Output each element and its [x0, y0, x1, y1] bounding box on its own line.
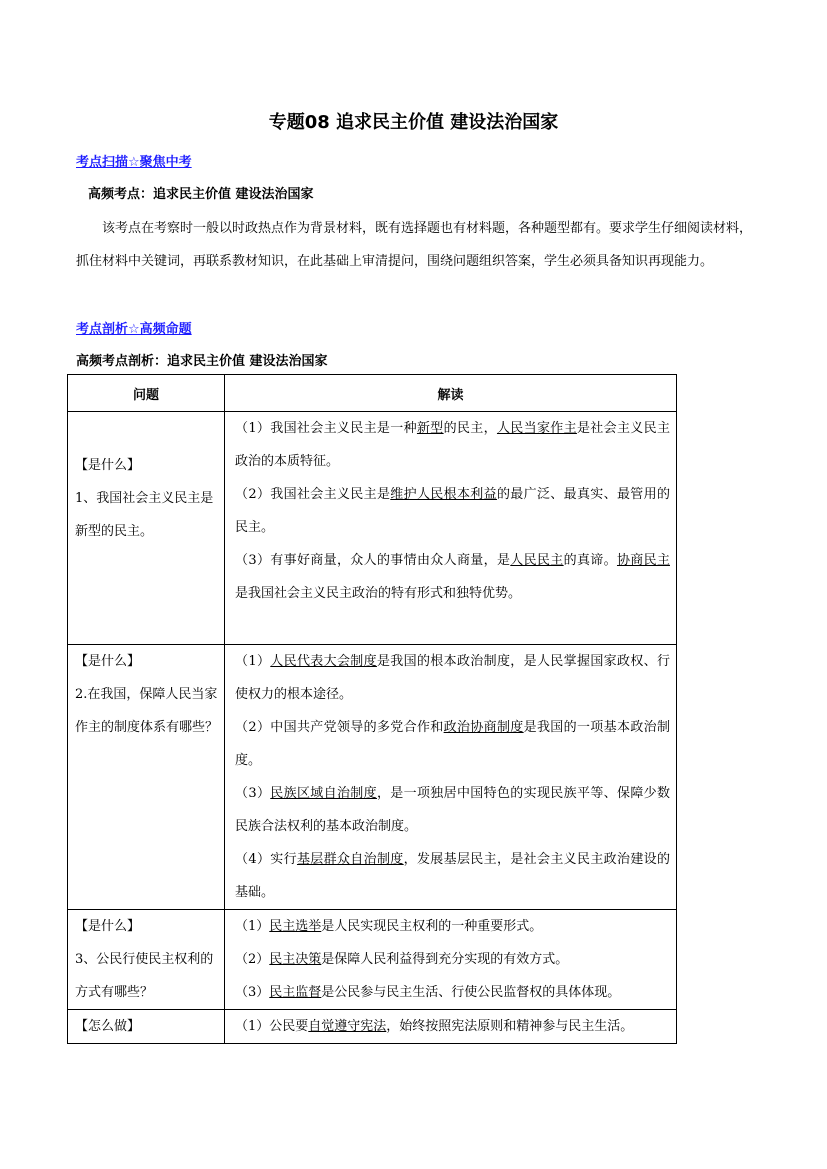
- question-tag: 【是什么】: [75, 919, 141, 934]
- answer-text: （3）有事好商量，众人的事情由众人商量，是: [235, 553, 511, 568]
- key-term: 基层群众自治制度: [296, 852, 404, 867]
- answer-text: （2）中国共产党领导的多党合作和: [235, 720, 444, 735]
- answer-item: [235, 1010, 670, 1043]
- answer-text: 是我国的根本政治制度，是人民掌握国家政权、行使权力的根本途径。: [235, 654, 670, 702]
- page-title: 专题08 追求民主价值 建设法治国家: [268, 112, 559, 133]
- answer-text: （4）实行: [235, 852, 297, 867]
- table-caption: 高频考点剖析：追求民主价值 建设法治国家: [76, 354, 328, 369]
- answer-text: 是保障人民利益得到充分实现的有效方式。: [321, 952, 569, 967]
- question-cell: [68, 645, 225, 910]
- answer-text: 是人民实现民主权利的一种重要形式。: [321, 919, 543, 934]
- key-term: 人民当家作主: [496, 421, 577, 436]
- answer-text: 的民主，: [443, 421, 497, 436]
- key-term: 人民民主: [510, 553, 564, 568]
- answer-text: 是社会主义民主政治的本质特征。: [235, 421, 670, 469]
- answer-text: 是公民参与民主生活、行使公民监督权的具体体现。: [321, 985, 621, 1000]
- key-term: 协商民主: [616, 553, 670, 568]
- answer-item: [235, 645, 670, 711]
- question-text: 3、公民行使民主权利的方式有哪些？: [75, 952, 214, 1000]
- answer-text: （3）: [235, 786, 271, 801]
- answer-text: （1）我国社会主义民主是一种: [235, 421, 417, 436]
- table-header-row: [68, 375, 677, 412]
- question-text: 2.在我国，保障人民当家作主的制度体系有哪些？: [75, 687, 219, 735]
- section-link-exam-analysis[interactable]: 考点剖析☆高频命题: [76, 322, 192, 337]
- key-term: 民族区域自治制度: [270, 786, 377, 801]
- answer-text: 是我国的一项基本政治制度。: [235, 720, 670, 768]
- intro-paragraph: 该考点在考察时一般以时政热点作为背景材料，既有选择题也有材料题，各种题型都有。要求学生仔细阅读材料，抓住材料中关键词，再联系教材知识，在此基础上审清提问，围绕问题组织答案，学生必须具备知识再现能力。: [76, 221, 753, 269]
- question-text: 1、我国社会主义民主是新型的民主。: [75, 491, 214, 539]
- answer-cell: [225, 1010, 677, 1044]
- answer-cell: [225, 412, 677, 645]
- answer-item: [235, 544, 670, 610]
- answer-item: [235, 910, 670, 943]
- answer-text: 的真谛。: [563, 553, 617, 568]
- table-row: [68, 910, 677, 1010]
- answer-text: ，始终按照宪法原则和精神参与民主生活。: [386, 1019, 634, 1034]
- answer-cell: [225, 910, 677, 1010]
- key-term: 民主监督: [269, 985, 322, 1000]
- question-tag: 【是什么】: [75, 458, 141, 473]
- answer-item: [235, 777, 670, 843]
- answer-item: [235, 478, 670, 544]
- answer-cell: [225, 645, 677, 910]
- key-term: 维护人民根本利益: [390, 487, 497, 502]
- question-tag: 【是什么】: [75, 654, 141, 669]
- key-term: 新型: [416, 421, 444, 436]
- analysis-table: [67, 374, 677, 1044]
- key-term: 民主决策: [269, 952, 322, 967]
- section-subheading: 高频考点：追求民主价值 建设法治国家: [88, 187, 314, 202]
- key-term: 人民代表大会制度: [270, 654, 377, 669]
- table-row: [68, 645, 677, 910]
- table-row: [68, 1010, 677, 1044]
- answer-text: （1）公民要: [235, 1019, 309, 1034]
- key-term: 政治协商制度: [443, 720, 524, 735]
- answer-text: 是我国社会主义民主政治的特有形式和独特优势。: [235, 586, 522, 601]
- key-term: 民主选举: [269, 919, 322, 934]
- answer-text: （1）: [235, 654, 271, 669]
- section-link-exam-scan[interactable]: 考点扫描☆聚焦中考: [76, 155, 192, 170]
- answer-text: （3）: [235, 985, 270, 1000]
- table-row: [68, 412, 677, 645]
- answer-item: [235, 943, 670, 976]
- question-cell: [68, 910, 225, 1010]
- key-term: 自觉遵守宪法: [308, 1019, 387, 1034]
- header-question: 问题: [68, 375, 225, 412]
- question-cell: [68, 412, 225, 645]
- answer-text: （2）: [235, 952, 270, 967]
- answer-item: [235, 976, 670, 1009]
- question-cell: [68, 1010, 225, 1044]
- answer-text: 的最广泛、最真实、最管用的民主。: [235, 487, 670, 535]
- answer-text: （2）我国社会主义民主是: [235, 487, 391, 502]
- answer-item: [235, 412, 670, 478]
- header-interpretation: 解读: [225, 375, 677, 412]
- answer-item: [235, 843, 670, 909]
- answer-text: ，发展基层民主，是社会主义民主政治建设的基础。: [235, 852, 670, 900]
- question-tag: 【怎么做】: [75, 1019, 141, 1034]
- answer-text: （1）: [235, 919, 270, 934]
- answer-item: [235, 711, 670, 777]
- answer-text: ，是一项独居中国特色的实现民族平等、保障少数民族合法权利的基本政治制度。: [235, 786, 670, 834]
